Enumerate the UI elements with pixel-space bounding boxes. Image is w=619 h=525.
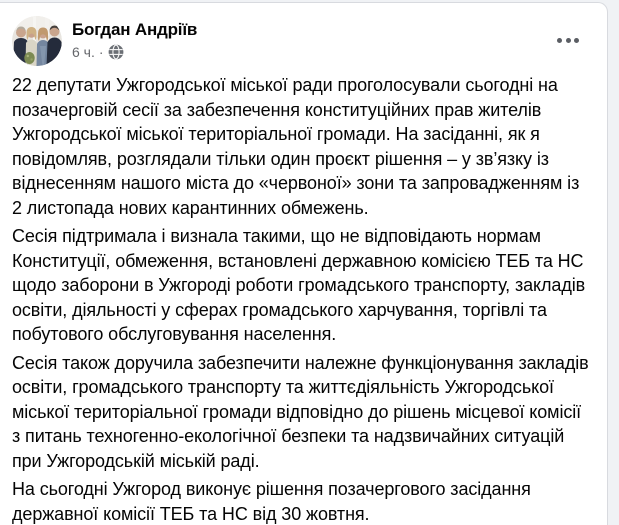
post-body — [0, 73, 607, 525]
avatar[interactable] — [12, 16, 62, 66]
post-timestamp[interactable]: 6 ч. — [72, 44, 95, 60]
meta-separator: · — [98, 44, 104, 60]
group-photo-image — [12, 16, 62, 66]
post-header — [0, 3, 607, 66]
facebook-post-card — [0, 2, 608, 525]
post-paragraph: 22 депутати Ужгородської міської ради проголосували сьогодні на позачерговій сесії за забезпечення конституційних прав жителів Ужгородської міської територіальної громади. На засіданні, як я повідомляв, розглядали тільки один проєкт рішення – у зв’язку із віднесенням нашого міста до «червоної» зони та запровадженням із 2 листопада нових карантинних обмежень. — [12, 75, 580, 218]
ellipsis-icon — [557, 38, 579, 43]
post-paragraph: Сесія також доручила забезпечити належне функціонування закладів освіти, громадського транспорту та життєдіяльність Ужгородської міської територіальної громади відповідно до рішень місцевої комісії з питань техногенно-екологічної безпеки та надзвичайних ситуацій при Ужгородській міській раді. — [12, 352, 589, 471]
post-paragraph: На сьогодні Ужгород виконує рішення позачергового засідання державної комісії ТЕБ та НС від 30 жовтня. — [12, 479, 531, 524]
post-paragraph: Сесія підтримала і визнала такими, що не відповідають нормам Конституції, обмеження, встановлені державною комісією ТЕБ та НС щодо заборони в Ужгороді роботи громадського транспорту, закладів освіти, діяльності у сферах громадського харчування, торгівлі та побутового обслуговування населення. — [12, 226, 586, 344]
post-options-button[interactable] — [551, 25, 585, 55]
globe-icon — [108, 44, 124, 60]
author-name[interactable]: Богдан Андріїв — [72, 20, 198, 39]
post-meta — [72, 43, 197, 61]
post-header-info — [72, 16, 197, 61]
